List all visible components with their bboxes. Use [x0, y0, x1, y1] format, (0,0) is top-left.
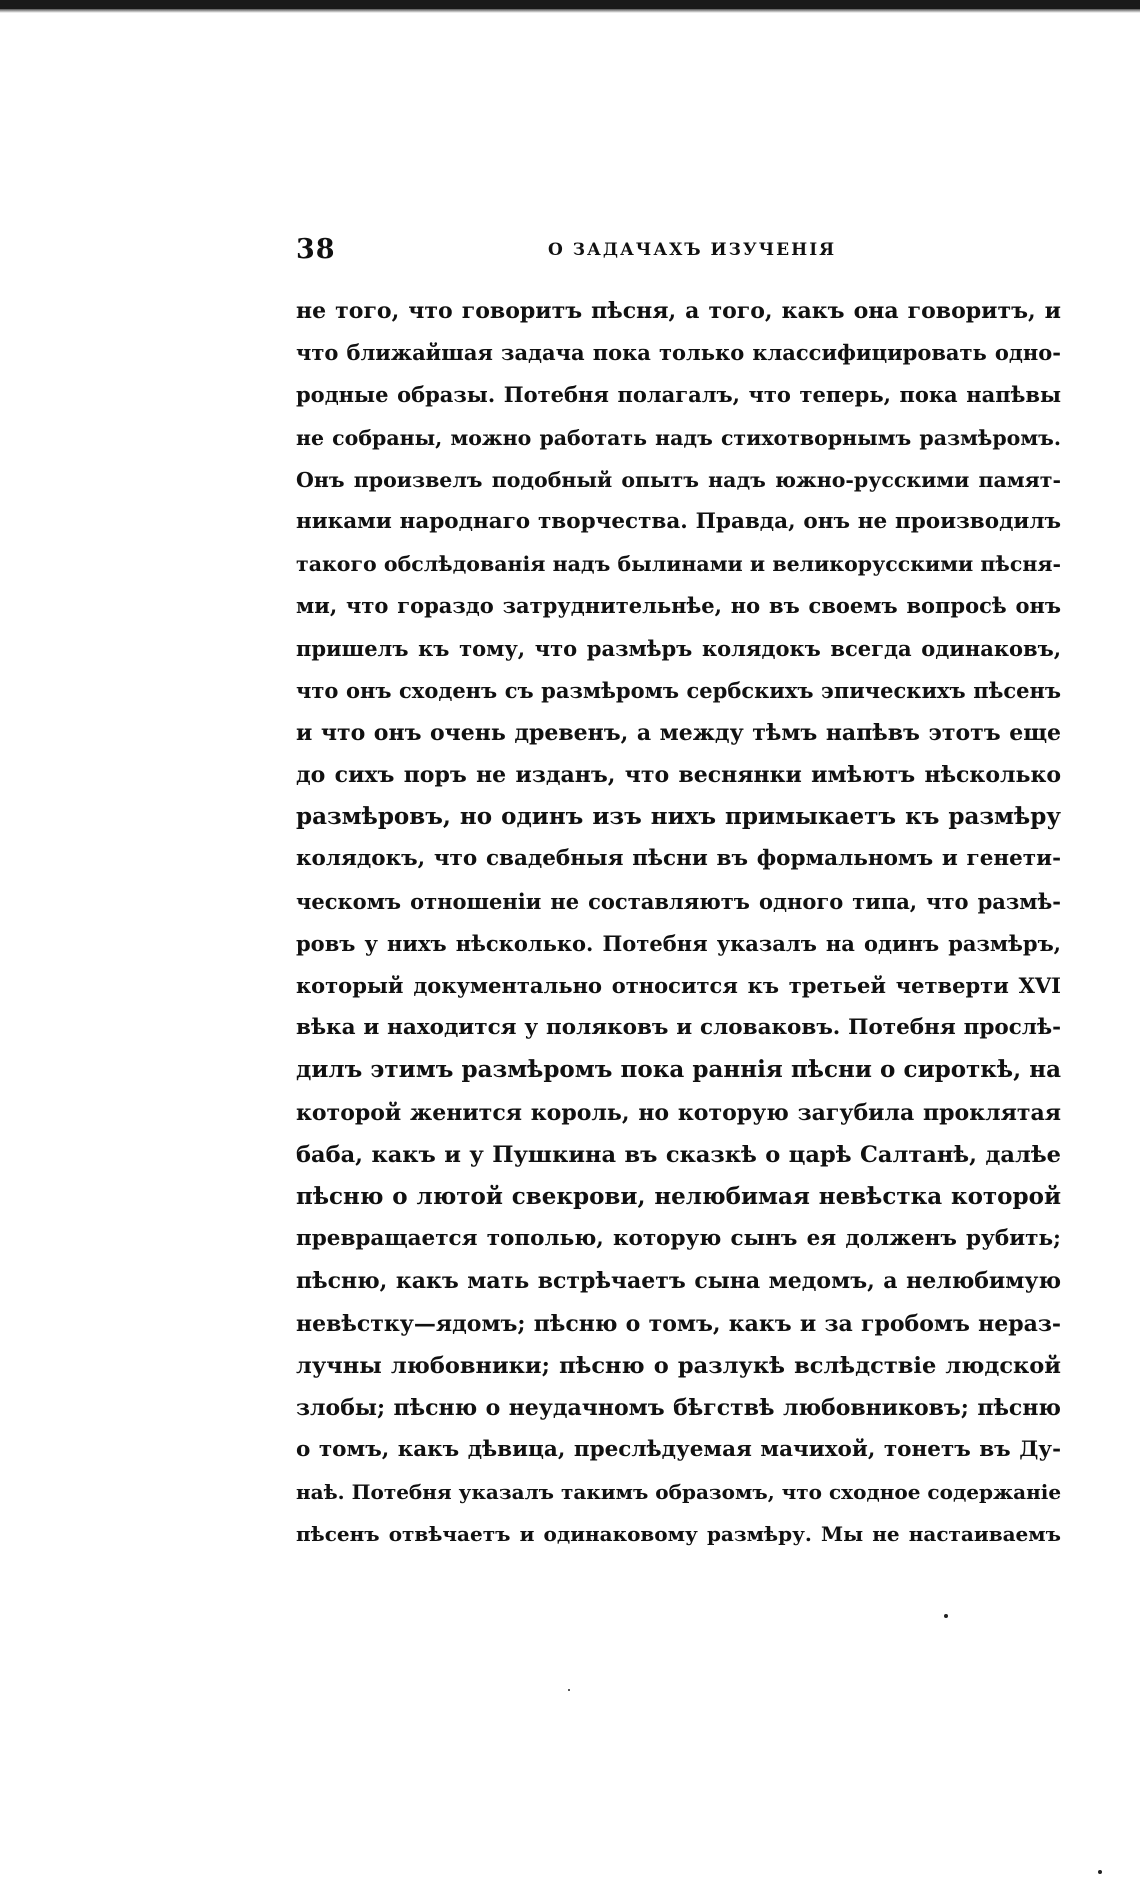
text-line: баба, какъ и у Пушкина въ сказкѣ о царѣ Салтанѣ, далѣе	[296, 1141, 1061, 1168]
scan-top-shadow	[0, 9, 1140, 13]
scan-top-edge	[0, 0, 1140, 9]
text-line: пѣсню о лютой свекрови, нелюбимая невѣстка которой	[296, 1182, 1061, 1210]
text-line: такого обслѣдованія надъ былинами и великорусскими пѣсня-	[296, 552, 1061, 577]
text-line: которой женится король, но которую загубила проклятая	[296, 1099, 1061, 1126]
text-line: дилъ этимъ размѣромъ пока раннія пѣсни о сироткѣ, на	[296, 1056, 1061, 1084]
text-line: пришелъ къ тому, что размѣръ колядокъ всегда одинаковъ,	[296, 635, 1061, 661]
text-line: не собраны, можно работать надъ стихотворнымъ размѣромъ.	[296, 425, 1061, 450]
text-line: невѣстку—ядомъ; пѣсню о томъ, какъ и за гробомъ нераз-	[296, 1310, 1061, 1337]
text-line: ческомъ отношеніи не составляютъ одного типа, что размѣ-	[296, 888, 1061, 914]
text-line: Онъ произвелъ подобный опытъ надъ южно-русскими памят-	[296, 467, 1061, 492]
scan-speck	[944, 1614, 948, 1618]
text-line: о томъ, какъ дѣвица, преслѣдуемая мачихой, тонетъ въ Ду-	[296, 1437, 1061, 1463]
text-line: превращается тополью, которую сынъ ея долженъ рубить;	[296, 1226, 1061, 1252]
text-line: что онъ сходенъ съ размѣромъ сербскихъ эпическихъ пѣсенъ	[296, 677, 1061, 703]
text-line: который документально относится къ третьей четверти XVI	[296, 973, 1061, 998]
text-line: и что онъ очень древенъ, а между тѣмъ напѣвъ этотъ еще	[296, 719, 1061, 746]
text-line: никами народнаго творчества. Правда, онъ не производилъ	[296, 508, 1061, 534]
text-line: колядокъ, что свадебныя пѣсни въ формальномъ и генети-	[296, 846, 1061, 872]
text-line: не того, что говоритъ пѣсня, а того, какъ она говоритъ, и	[296, 298, 1061, 324]
running-head: О ЗАДАЧАХЪ ИЗУЧЕНІЯ	[548, 240, 837, 260]
text-line: до сихъ поръ не изданъ, что веснянки имѣютъ нѣсколько	[296, 762, 1061, 789]
text-line: ми, что гораздо затруднительнѣе, но въ своемъ вопросѣ онъ	[296, 593, 1061, 619]
text-line: злобы; пѣсню о неудачномъ бѣгствѣ любовниковъ; пѣсню	[296, 1394, 1061, 1421]
text-line: пѣсенъ отвѣчаетъ и одинаковому размѣру. Мы не настаиваемъ	[296, 1522, 1061, 1547]
scan-speck	[1098, 1870, 1102, 1874]
text-line: лучны любовники; пѣсню о разлукѣ вслѣдствіе людской	[296, 1352, 1061, 1379]
text-line: вѣка и находится у поляковъ и словаковъ. Потебня прослѣ-	[296, 1015, 1061, 1041]
text-line: родные образы. Потебня полагалъ, что теперь, пока напѣвы	[296, 382, 1061, 408]
text-body	[296, 290, 1061, 1556]
text-line: размѣровъ, но одинъ изъ нихъ примыкаетъ къ размѣру	[296, 803, 1061, 831]
text-line: наѣ. Потебня указалъ такимъ образомъ, что сходное содержаніе	[296, 1480, 1062, 1505]
text-line: пѣсню, какъ мать встрѣчаетъ сына медомъ, а нелюбимую	[296, 1268, 1061, 1295]
page-header	[296, 234, 1061, 274]
text-line: что ближайшая задача пока только классифицировать одно-	[296, 340, 1061, 366]
page-number: 38	[296, 234, 336, 265]
scan-speck	[568, 1689, 570, 1691]
text-line: ровъ у нихъ нѣсколько. Потебня указалъ на одинъ размѣръ,	[296, 930, 1061, 956]
